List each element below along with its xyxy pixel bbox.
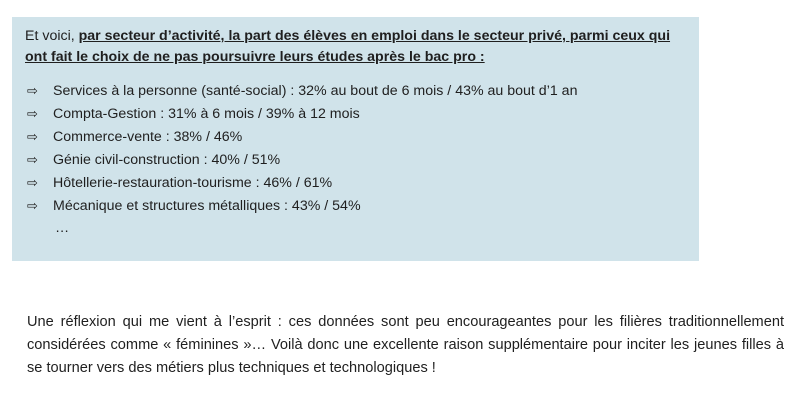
list-item	[25, 171, 687, 194]
right-arrow-outline-icon: ⇨	[27, 129, 38, 144]
list-item	[25, 79, 687, 102]
right-arrow-outline-icon: ⇨	[27, 106, 38, 121]
list-item-text: Mécanique et structures métalliques : 43% / 54%	[53, 197, 361, 214]
list-item-text: Commerce-vente : 38% / 46%	[53, 128, 243, 145]
right-arrow-outline-icon: ⇨	[27, 152, 38, 167]
intro-lead: Et voici,	[25, 28, 79, 44]
list-item	[25, 125, 687, 148]
list-item-text: Compta-Gestion : 31% à 6 mois / 39% à 12 mois	[53, 105, 360, 122]
comment-paragraph: Une réflexion qui me vient à l’esprit : ces données sont peu encourageantes pour les filières traditionnellement considérées comme « féminines »… Voilà donc une excellente raison supplémentaire pour inciter les jeunes filles à se tourner vers des métiers plus techniques et technologiques !	[27, 314, 784, 376]
list-item-text: Hôtellerie-restauration-tourisme : 46% / 61%	[53, 174, 333, 191]
intro-paragraph	[25, 26, 687, 68]
sector-list	[25, 79, 687, 217]
right-arrow-outline-icon: ⇨	[27, 198, 38, 213]
list-item	[25, 148, 687, 171]
ellipsis: …	[55, 220, 70, 236]
list-item	[25, 102, 687, 125]
list-item-text: Services à la personne (santé-social) : 32% au bout de 6 mois / 43% au bout d’1 an	[53, 82, 578, 99]
intro-emphasis: par secteur d’activité, la part des élèves en emploi dans le secteur privé, parmi ceux qui ont fait le choix de ne pas poursuivre leurs études après le bac pro :	[25, 28, 671, 65]
list-item	[25, 194, 687, 217]
right-arrow-outline-icon: ⇨	[27, 175, 38, 190]
right-arrow-outline-icon: ⇨	[27, 83, 38, 98]
highlight-box	[12, 17, 699, 261]
list-item-text: Génie civil-construction : 40% / 51%	[53, 151, 281, 168]
